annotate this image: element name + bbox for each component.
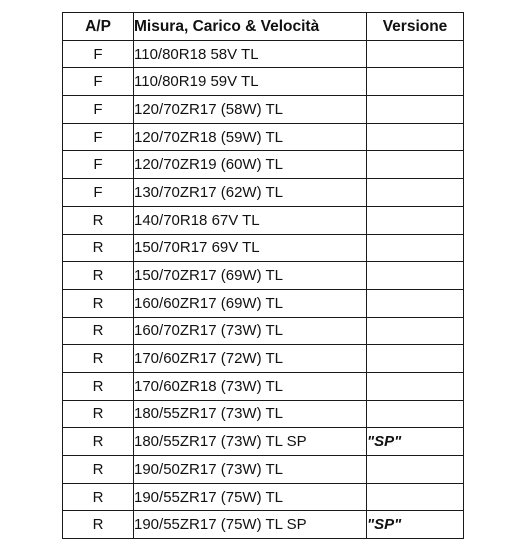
cell-ap: F (63, 68, 134, 96)
table-row (63, 345, 464, 373)
cell-version (367, 179, 464, 207)
cell-version: "SP" (367, 428, 464, 456)
tyre-size-table (62, 12, 464, 539)
cell-size-load-speed: 190/50ZR17 (73W) TL (134, 456, 367, 484)
table-row (63, 40, 464, 68)
cell-ap: F (63, 40, 134, 68)
cell-version (367, 262, 464, 290)
cell-version (367, 400, 464, 428)
cell-ap: R (63, 511, 134, 539)
table-row (63, 428, 464, 456)
cell-ap: F (63, 151, 134, 179)
header-ap: A/P (63, 13, 134, 41)
table-row (63, 400, 464, 428)
cell-ap: R (63, 483, 134, 511)
cell-size-load-speed: 160/60ZR17 (69W) TL (134, 289, 367, 317)
header-size-load-speed: Misura, Carico & Velocità (134, 13, 367, 41)
table-row (63, 262, 464, 290)
cell-ap: F (63, 96, 134, 124)
cell-size-load-speed: 120/70ZR18 (59W) TL (134, 123, 367, 151)
cell-version (367, 317, 464, 345)
cell-ap: R (63, 400, 134, 428)
cell-size-load-speed: 180/55ZR17 (73W) TL SP (134, 428, 367, 456)
cell-size-load-speed: 130/70ZR17 (62W) TL (134, 179, 367, 207)
cell-version (367, 345, 464, 373)
cell-ap: R (63, 234, 134, 262)
cell-size-load-speed: 190/55ZR17 (75W) TL (134, 483, 367, 511)
cell-size-load-speed: 110/80R18 58V TL (134, 40, 367, 68)
cell-version (367, 151, 464, 179)
table-row (63, 372, 464, 400)
table-row (63, 456, 464, 484)
cell-size-load-speed: 150/70ZR17 (69W) TL (134, 262, 367, 290)
cell-ap: F (63, 179, 134, 207)
cell-ap: F (63, 123, 134, 151)
cell-version (367, 206, 464, 234)
table-row (63, 96, 464, 124)
table-row (63, 317, 464, 345)
table-row (63, 123, 464, 151)
cell-version (367, 483, 464, 511)
cell-version (367, 40, 464, 68)
header-row (63, 13, 464, 41)
table-header (63, 13, 464, 41)
cell-size-load-speed: 160/70ZR17 (73W) TL (134, 317, 367, 345)
table-row (63, 68, 464, 96)
table-row (63, 151, 464, 179)
cell-version (367, 289, 464, 317)
cell-ap: R (63, 289, 134, 317)
cell-size-load-speed: 120/70ZR19 (60W) TL (134, 151, 367, 179)
cell-version (367, 123, 464, 151)
cell-version (367, 68, 464, 96)
cell-size-load-speed: 110/80R19 59V TL (134, 68, 367, 96)
table-row (63, 206, 464, 234)
table-body (63, 40, 464, 538)
cell-size-load-speed: 170/60ZR17 (72W) TL (134, 345, 367, 373)
cell-version (367, 372, 464, 400)
cell-ap: R (63, 317, 134, 345)
cell-ap: R (63, 206, 134, 234)
header-version: Versione (367, 13, 464, 41)
table-row (63, 483, 464, 511)
table-row (63, 511, 464, 539)
table-row (63, 234, 464, 262)
table-row (63, 179, 464, 207)
cell-size-load-speed: 190/55ZR17 (75W) TL SP (134, 511, 367, 539)
cell-ap: R (63, 262, 134, 290)
cell-ap: R (63, 345, 134, 373)
cell-size-load-speed: 150/70R17 69V TL (134, 234, 367, 262)
cell-version (367, 456, 464, 484)
cell-size-load-speed: 140/70R18 67V TL (134, 206, 367, 234)
cell-size-load-speed: 120/70ZR17 (58W) TL (134, 96, 367, 124)
cell-size-load-speed: 170/60ZR18 (73W) TL (134, 372, 367, 400)
cell-version (367, 234, 464, 262)
cell-version: "SP" (367, 511, 464, 539)
table-row (63, 289, 464, 317)
cell-version (367, 96, 464, 124)
cell-ap: R (63, 428, 134, 456)
cell-size-load-speed: 180/55ZR17 (73W) TL (134, 400, 367, 428)
cell-ap: R (63, 456, 134, 484)
cell-ap: R (63, 372, 134, 400)
